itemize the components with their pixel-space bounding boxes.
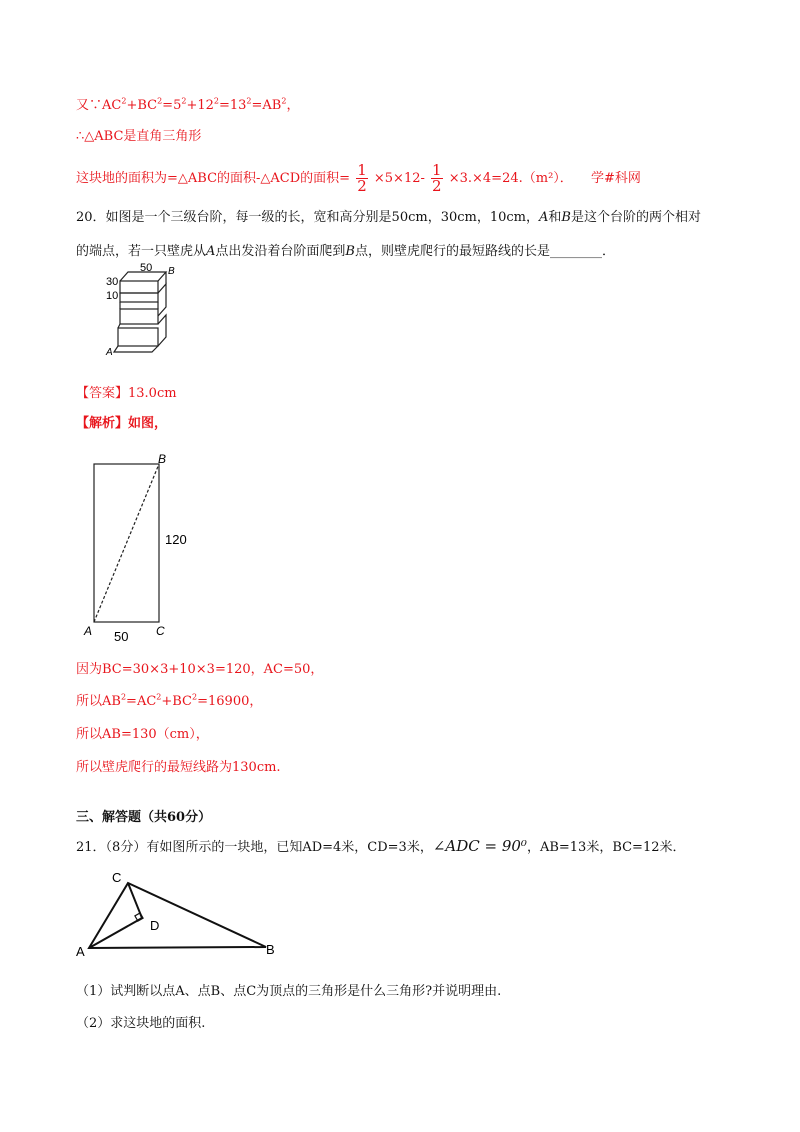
prev-solution-line-1: 又$\because AC^2+BC^2=5^2+12^2=13^2=AB^2$，: [76, 96, 300, 113]
answer20-step-2: 所以$AB^2=AC^2+BC^2=16900$，: [76, 692, 263, 709]
fraction-half-2: $\frac{1}{2}$: [432, 161, 442, 195]
fig-rect-label-50: 50: [114, 629, 129, 644]
analysis20-line: 【解析】如图，: [76, 416, 168, 431]
fig-rect-label-120: 120: [165, 532, 187, 547]
area-text-part-2: ×5×12-: [373, 171, 425, 186]
fig20-label-10: 10: [106, 290, 119, 302]
fig-rect-label-a: A: [84, 624, 93, 638]
area-text-part-1: 这块地的面积为=△ABC的面积-△ACD的面积=: [76, 171, 351, 186]
q21-formula: ∠ADC = 90⁰: [432, 837, 527, 855]
fraction-half: $\frac{1}{2}$: [357, 161, 367, 195]
fig-rect-label-b: B: [158, 452, 167, 466]
answer20-step-4: 所以壁虎爬行的最短线路为130cm.: [76, 760, 281, 775]
triangle-figure: [76, 868, 286, 960]
fig-rect-label-c: C: [156, 624, 165, 638]
prev-solution-line-3: [76, 162, 641, 196]
prev-solution-line-2: ∴△ABC是直角三角形: [76, 129, 202, 144]
q21-part-1: （1）试判断以点A、点B、点C为顶点的三角形是什么三角形?并说明理由.: [76, 984, 502, 999]
area-text-part-3: ×3.×4=24.（m²）．: [448, 171, 573, 186]
fig20-label-b: B: [168, 266, 175, 277]
fig21-label-b: B: [266, 942, 275, 957]
staircase-figure: [106, 262, 186, 357]
fig21-label-d: D: [150, 918, 160, 933]
fig20-label-a: A: [106, 347, 113, 358]
fig21-label-a: A: [76, 944, 85, 959]
answer20-line: 【答案】13.0cm: [76, 386, 177, 401]
q21-part-2: （2）求这块地的面积.: [76, 1016, 206, 1031]
fig20-label-50: 50: [140, 262, 153, 274]
q21-stem: 21．（8分）有如图所示的一块地，已知AD=4米，CD=3米，∠ADC = 90⁰，AB=13米，BC=12米．: [76, 837, 686, 855]
section-3-title: 三、解答题（共60分）: [76, 810, 212, 825]
q20-line-1: 20．如图是一个三级台阶，每一级的长，宽和高分别是50cm，30cm，10cm，A和B是这个台阶的两个相对: [76, 210, 701, 225]
fig21-label-c: C: [112, 870, 122, 885]
q20-line-2: 的端点，若一只壁虎从A点出发沿着台阶面爬到B点，则壁虎爬行的最短路线的长是________．: [76, 244, 615, 259]
unfolded-rectangle-figure: [84, 452, 194, 644]
var-b: B: [561, 210, 571, 225]
answer20-step-1: 因为BC=30×3+10×3=120，AC=50，: [76, 662, 324, 677]
var-a: A: [539, 210, 549, 225]
watermark-text: 学#科网: [590, 171, 641, 186]
answer20-step-3: 所以AB=130（cm），: [76, 727, 209, 742]
fig20-label-30: 30: [106, 276, 119, 288]
